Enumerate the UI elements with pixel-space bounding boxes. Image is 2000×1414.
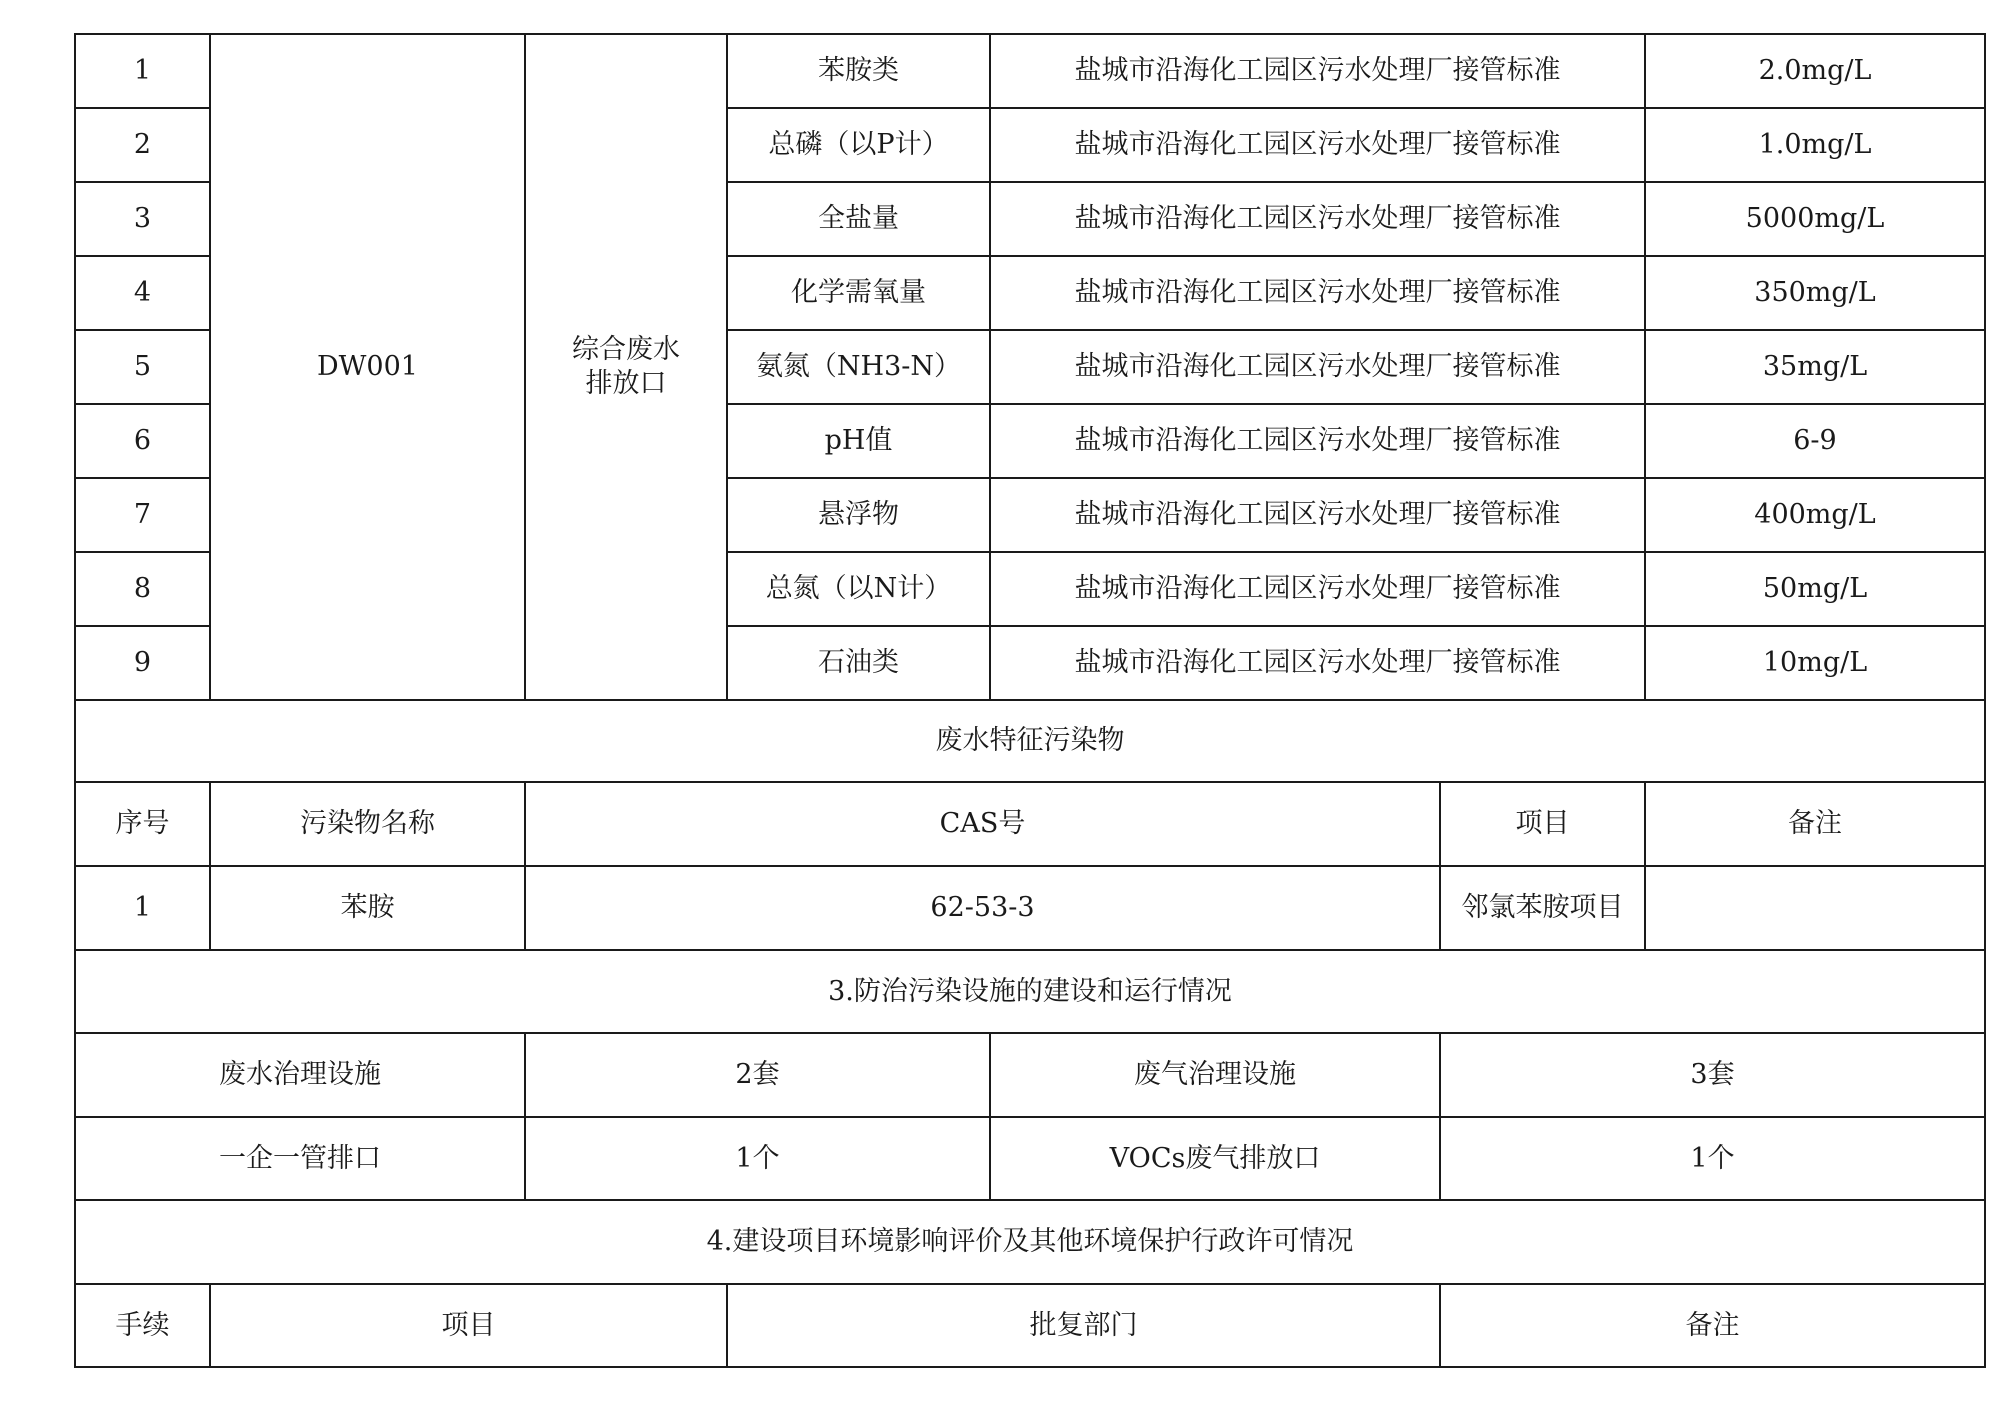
- pollutant-name: 石油类: [818, 647, 899, 679]
- table-rule: [1644, 781, 1646, 951]
- column-header: 批复部门: [1029, 1309, 1138, 1341]
- table-rule: [989, 33, 991, 701]
- table-rule: [524, 33, 526, 701]
- table-rule: [74, 1283, 1986, 1285]
- limit-value: 2.0mg/L: [1758, 55, 1872, 87]
- table-rule: [74, 1199, 1986, 1201]
- pollutant-name: 氨氮（NH3-N）: [755, 351, 962, 383]
- row-number: 7: [133, 499, 152, 531]
- cas-number: 62-53-3: [930, 892, 1035, 924]
- table-rule: [726, 33, 728, 701]
- table-rule: [1439, 1032, 1441, 1201]
- column-header: 序号: [115, 808, 170, 840]
- limit-value: 50mg/L: [1762, 573, 1868, 605]
- section-title: 废水特征污染物: [935, 725, 1125, 757]
- row-number: 8: [133, 573, 152, 605]
- table-rule: [726, 551, 1986, 553]
- standard-name: 盐城市沿海化工园区污水处理厂接管标准: [1074, 573, 1561, 605]
- field-value: 1个: [735, 1142, 780, 1174]
- standard-name: 盐城市沿海化工园区污水处理厂接管标准: [1074, 277, 1561, 309]
- table-rule: [209, 33, 211, 701]
- table-rule: [726, 625, 1986, 627]
- field-value: 2套: [735, 1059, 780, 1091]
- table-rule: [74, 107, 211, 109]
- table-rule: [1644, 33, 1646, 701]
- table-rule: [74, 403, 211, 405]
- standard-name: 盐城市沿海化工园区污水处理厂接管标准: [1074, 129, 1561, 161]
- pollutant-name: 化学需氧量: [791, 277, 926, 309]
- pollutant-name: 苯胺类: [818, 55, 899, 87]
- standard-name: 盐城市沿海化工园区污水处理厂接管标准: [1074, 647, 1561, 679]
- table-rule: [726, 1283, 728, 1368]
- table-rule: [726, 477, 1986, 479]
- standard-name: 盐城市沿海化工园区污水处理厂接管标准: [1074, 55, 1561, 87]
- table-rule: [726, 255, 1986, 257]
- limit-value: 1.0mg/L: [1758, 129, 1872, 161]
- table-rule: [209, 781, 211, 951]
- pollutant-name: 总氮（以N计）: [765, 573, 952, 605]
- table-rule: [524, 781, 526, 951]
- table-rule: [74, 949, 1986, 951]
- limit-value: 6-9: [1793, 425, 1837, 457]
- field-label: 废气治理设施: [1134, 1059, 1296, 1091]
- remark: [1645, 866, 1985, 950]
- table-rule: [74, 625, 211, 627]
- table-rule: [1439, 781, 1441, 951]
- field-label: 一企一管排口: [219, 1142, 381, 1174]
- row-number: 5: [133, 351, 152, 383]
- pollutant-name: 总磷（以P计）: [768, 129, 949, 161]
- table-rule: [989, 1032, 991, 1201]
- standard-name: 盐城市沿海化工园区污水处理厂接管标准: [1074, 203, 1561, 235]
- row-number: 2: [133, 129, 152, 161]
- table-rule: [74, 1366, 1986, 1368]
- column-header: 项目: [1515, 808, 1570, 840]
- pollutant-name: 悬浮物: [818, 499, 899, 531]
- table-rule: [74, 865, 1986, 867]
- table-rule: [726, 403, 1986, 405]
- table-rule: [74, 699, 1986, 701]
- standard-name: 盐城市沿海化工园区污水处理厂接管标准: [1074, 425, 1561, 457]
- column-header: 备注: [1685, 1309, 1740, 1341]
- row-number: 9: [133, 647, 152, 679]
- limit-value: 10mg/L: [1762, 647, 1868, 679]
- row-number: 1: [133, 55, 152, 87]
- table-rule: [726, 329, 1986, 331]
- table-rule: [1439, 1283, 1441, 1368]
- table-rule: [74, 781, 1986, 783]
- project-name: 邻氯苯胺项目: [1461, 892, 1624, 924]
- field-label: VOCs废气排放口: [1109, 1142, 1321, 1174]
- column-header: CAS号: [939, 808, 1026, 840]
- table-rule: [726, 181, 1986, 183]
- field-label: 废水治理设施: [219, 1059, 381, 1091]
- field-value: 3套: [1690, 1059, 1735, 1091]
- table-rule: [74, 1116, 1986, 1118]
- row-number: 4: [133, 277, 152, 309]
- column-header: 备注: [1788, 808, 1842, 840]
- table-rule: [74, 181, 211, 183]
- row-number: 6: [133, 425, 152, 457]
- limit-value: 400mg/L: [1754, 499, 1876, 531]
- table-rule: [74, 329, 211, 331]
- pollutant-name: 苯胺: [340, 892, 395, 924]
- row-number: 1: [133, 892, 152, 924]
- outlet-name: 综合废水 排放口: [572, 334, 680, 399]
- table-rule: [74, 551, 211, 553]
- limit-value: 350mg/L: [1754, 277, 1876, 309]
- table-rule: [74, 477, 211, 479]
- table-rule: [74, 33, 1986, 35]
- column-header: 项目: [441, 1309, 496, 1341]
- table-rule: [74, 255, 211, 257]
- limit-value: 5000mg/L: [1745, 203, 1885, 235]
- table-rule: [74, 1032, 1986, 1034]
- table-rule: [524, 1032, 526, 1201]
- limit-value: 35mg/L: [1762, 351, 1868, 383]
- standard-name: 盐城市沿海化工园区污水处理厂接管标准: [1074, 499, 1561, 531]
- column-header: 手续: [115, 1309, 170, 1341]
- standard-name: 盐城市沿海化工园区污水处理厂接管标准: [1074, 351, 1561, 383]
- column-header: 污染物名称: [300, 808, 435, 840]
- field-value: 1个: [1690, 1142, 1735, 1174]
- pollutant-name: 全盐量: [818, 203, 899, 235]
- outlet-code: DW001: [317, 351, 418, 383]
- table-rule: [209, 1283, 211, 1368]
- section-title: 4.建设项目环境影响评价及其他环境保护行政许可情况: [706, 1226, 1354, 1258]
- row-number: 3: [133, 203, 152, 235]
- pollutant-name: pH值: [824, 425, 893, 457]
- table-rule: [726, 107, 1986, 109]
- section-title: 3.防治污染设施的建设和运行情况: [828, 975, 1232, 1007]
